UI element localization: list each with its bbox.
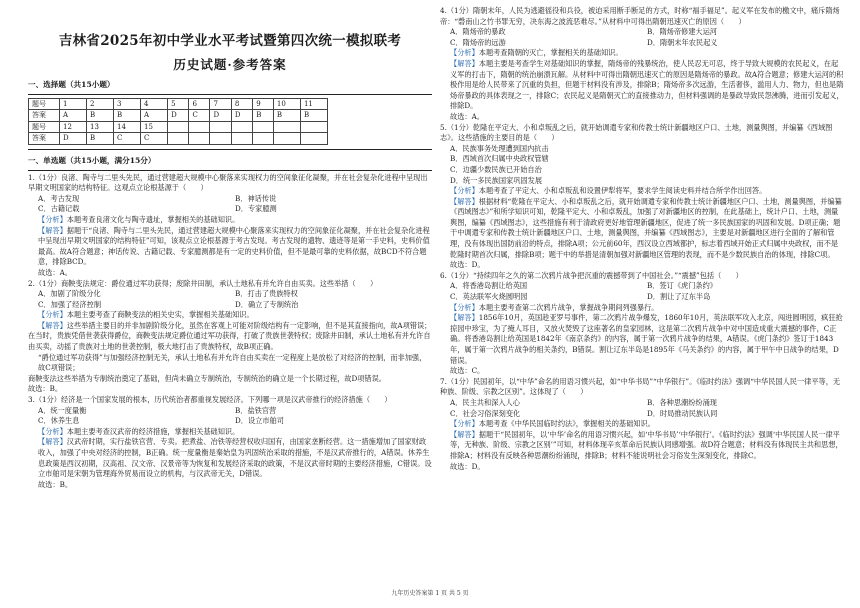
- answer-table-cell: 6: [189, 98, 210, 110]
- analysis: 【分析】本题考查了平定大、小和卓叛乱和设置伊犁将军，要求学生阅读史料并结合所学作出回答。: [450, 186, 767, 196]
- divider: [28, 94, 432, 95]
- document-title: 吉林省2025年初中学业水平考试暨第四次统一模拟联考: [58, 33, 402, 49]
- answer-table-cell: [189, 133, 210, 145]
- explanation: 【解答】根据材料“乾隆在平定大、小和卓叛乱之后，就开始调遣专家和传教士统计新疆地区户口、土地，测量舆图，并编纂《西域图志》”和所学知识可知，乾隆平定大、小和卓叛乱，加强了对新疆地区的控制，在此基础上，统计户口、土地，测量舆图，编纂《西域图志》，这些措施有利于清政府更好地管理新疆地区，促进了统一多民族国家的巩固和发展。D项正确；题干中调遣专家和传教士统计新疆地区户口、土地，测量舆图，并编纂《西域图志》，主要是对新疆地区进行全面的了解和管理，没有体现出国防前沿的特点，排除A项；公元前60年，西汉设立西域都护，标志着西域开始正式归属中央政权，而不是乾隆时期首次归属，排除B项；题干中的举措是清朝加强对新疆地区管理的表现，而不是少数民族自治的体现，排除C项。: [450, 196, 842, 259]
- answer-table-cell: 14: [114, 121, 141, 133]
- section-tag: 【解答】: [450, 58, 479, 68]
- explanation: 【解答】1856年10月，英国趁亚罗号事件，第二次鸦片战争爆发，1860年10月，英法联军攻入北京，闯进圆明园，疯狂抢掠园中珍宝，为了掩人耳目，又放火焚毁了这座著名的皇家园林，这是第二次鸦片战争中对中国造成重大震撼的事件，C正确。将香港岛割让给英国是1842年《南京条约》的内容，属于第一次鸦片战争的结果，A错误。《虎门条约》签订于1843年，属于第一次鸦片战争的相关条约，B错误。割让辽东半岛是1895年《马关条约》的内容，属于甲午中日战争的结果，D错误。: [450, 313, 843, 365]
- option-d: D．割让了辽东半岛: [647, 292, 711, 302]
- section-tag: 【分析】: [450, 186, 479, 196]
- option-c: C．边疆少数民族已开始自治: [450, 164, 542, 174]
- answer-table-cell: D: [60, 133, 87, 145]
- section-tag: 【解答】: [38, 437, 67, 447]
- answer-table-cell: 8: [231, 98, 252, 110]
- answer-table-cell: [210, 133, 231, 145]
- answer-line: 故选：A。: [450, 111, 484, 121]
- answer-table-cell: B: [300, 110, 327, 122]
- question-1: [28, 173, 432, 279]
- option-b: B．西域首次归属中央政权管辖: [450, 154, 549, 164]
- option-a: A．统一度量衡: [38, 405, 87, 415]
- question-5: [440, 123, 844, 271]
- answer-line: 故选：B。: [38, 479, 73, 489]
- answer-table-cell: 2: [87, 98, 114, 110]
- answer-table-cell: [168, 121, 189, 133]
- question-stem: 6.（1分）“持续四年之久的第二次鸦片战争把沉重的震撼带到了中国社会。”“震撼”包括（ ）: [440, 270, 743, 280]
- option-a: A．民族事务处理遭到国内抗击: [450, 143, 549, 153]
- answer-line: 故选：C。: [450, 366, 485, 376]
- divider: [28, 149, 432, 150]
- answer-table-cell: C: [141, 133, 168, 145]
- option-a: A．民主共和深入人心: [450, 397, 520, 407]
- answer-table-cell: [231, 121, 252, 133]
- answer-table-cell: 11: [300, 98, 327, 110]
- section-heading-single: 一、单选题（共15小题，满分15分）: [28, 155, 156, 165]
- answer-table-cell: [300, 121, 327, 133]
- answer-table-cell: [300, 133, 327, 145]
- question-2: [28, 279, 432, 396]
- answer-table-cell: 12: [60, 121, 87, 133]
- section-tag: 【分析】: [38, 214, 67, 224]
- section-tag: 【分析】: [450, 48, 479, 58]
- answer-table-cell: 9: [253, 98, 274, 110]
- answer-table-cell: 1: [60, 98, 87, 110]
- option-b: B．神话传说: [235, 193, 277, 203]
- analysis: 【分析】本题考查隋朝的灭亡，掌握相关的基础知识。: [450, 48, 623, 58]
- analysis: 【分析】本题主要考查了商鞅变法的相关史实，掌握相关基础知识。: [38, 310, 254, 320]
- divider: [28, 170, 432, 171]
- answer-line: 故选：B。: [28, 384, 63, 394]
- option-c: C．休养生息: [38, 416, 80, 426]
- answer-table-row: [29, 133, 328, 145]
- option-c: C．古籍记载: [38, 204, 80, 214]
- option-c: C．英法联军火烧圆明园: [450, 292, 528, 302]
- section-tag: 【分析】: [450, 419, 479, 429]
- question-7: [440, 377, 844, 472]
- answer-table-row-label: 答案: [29, 110, 60, 122]
- answer-table-row-label: 答案: [29, 133, 60, 145]
- answer-table-cell: [253, 121, 274, 133]
- answer-table-row-label: 题号: [29, 121, 60, 133]
- option-b: B．签订《虎门条约》: [647, 281, 717, 291]
- question-stem: 1.（1分）良渚、陶寺与二里头先民，通过营建超大规模中心聚落来实现权力的空间象征化凝聚，并在社会复杂化进程中呈现出早期文明国家的结构特征。这观点立论根基源于（ ）: [28, 172, 428, 193]
- analysis: 【分析】本题主要考查第二次鸦片战争，掌握战争期间列强暴行。: [450, 302, 659, 312]
- answer-table-cell: C: [114, 133, 141, 145]
- option-d: D．专家臆测: [235, 204, 277, 214]
- document-subtitle: 历史试题·参考答案: [173, 57, 287, 72]
- option-d: D．确立了专制统治: [235, 299, 299, 309]
- answer-line: 故选：D。: [450, 461, 485, 471]
- answer-table-cell: 13: [87, 121, 114, 133]
- answer-table-cell: [168, 133, 189, 145]
- option-d: D．设立市舶司: [235, 416, 284, 426]
- option-c: C．隋炀帝的远游: [450, 37, 506, 47]
- answer-line: 故选：D。: [450, 260, 485, 270]
- answer-table-cell: A: [141, 110, 168, 122]
- analysis: 【分析】本题考查《中华民国临时约法》，掌握相关的基础知识。: [450, 419, 655, 429]
- explanation: 【解答】据题干“民国初年，以‘中华’命名的用语习惯兴起，如‘中华书局’‘中华银行’。《临时约法》强调‘中华民国人民一律平等，无种族、阶级、宗教之区别’”可知，材料体现辛亥革命后民族认同感增强。故D符合题意；材料没有体现民主共和思想，排除A；材料没有反映各种思潮纷纷涌现，排除B；材料不能说明社会习俗发生深刻变化，排除C。: [450, 429, 843, 460]
- section-tag: 【分析】: [38, 310, 67, 320]
- explanation: “爵位通过军功获得”与加强经济控制无关，承认土地私有并允许自由买卖在一定程度上是放松了对经济的控制，而非加强，故C项错误；: [38, 352, 427, 373]
- option-b: B．隋炀帝修建大运河: [647, 27, 717, 37]
- page-footer: 九年历史答案第 1 页 共 5 页: [391, 590, 469, 597]
- right-column: [440, 6, 844, 472]
- explanation: 【解答】本题主要是考查学生对基础知识的掌握，隋炀帝的残暴统治，使人民忍无可忍，终于导致大规模的农民起义，在起义军的打击下，隋朝的统治崩溃瓦解。从材料中可得出隋朝迅速灭亡的原因是隋炀帝的暴政。故A符合题意；修建大运河的积极作用是给人民带来了沉重的负担，但题干材料没有涉及，排除B；隋炀帝多次远游，生活奢侈，滥用人力、物力，但也是隋炀帝暴政的具体表现之一，排除C；农民起义是隋朝灭亡的直接推动力，但材料强调的是暴政导致民怨沸腾，进而引发起义，排除D。: [450, 58, 844, 111]
- section-heading-choice: 一、选择题（共15小题）: [28, 80, 115, 89]
- analysis: 【分析】本题主要考查汉武帝的经济措施，掌握相关基础知识。: [38, 426, 240, 436]
- option-a: A．考古发现: [38, 193, 80, 203]
- section-tag: 【分析】: [450, 302, 479, 312]
- question-stem: 5.（1分）乾隆在平定大、小和卓叛乱之后，就开始调遣专家和传教士统计新疆地区户口、土地，测量舆图，并编纂《西域图志》。这些措施的主要目的是（ ）: [440, 122, 833, 143]
- answer-table-cell: 10: [273, 98, 300, 110]
- option-a: A．将香港岛割让给英国: [450, 281, 528, 291]
- answer-table-cell: [253, 133, 274, 145]
- answer-table-cell: B: [114, 110, 141, 122]
- answer-table-cell: 15: [141, 121, 168, 133]
- left-column: [28, 6, 432, 490]
- answer-table-cell: D: [231, 110, 252, 122]
- answer-table-cell: B: [87, 110, 114, 122]
- answer-table-cell: [231, 133, 252, 145]
- answer-table-cell: [189, 121, 210, 133]
- section-tag: 【解答】: [38, 225, 67, 235]
- section-tag: 【解答】: [450, 429, 479, 439]
- answer-table-row: [29, 98, 328, 110]
- explanation: 【解答】据题干“良渚、陶寺与二里头先民，通过营建超大规模中心聚落来实现权力的空间象征化凝聚，并在社会复杂化进程中呈现出早期文明国家的结构特征”可知，该观点立论根基源于考古发现。考古发现的遗物、遗迹等是第一手史料，史料价值最高。故A符合题意；神话传说、古籍记载、专家臆测都是有一定的史料价值，但不是最可靠的史料依据，故BCD不符合题意，排除BCD。: [38, 225, 430, 267]
- section-tag: 【解答】: [38, 320, 67, 330]
- question-stem: 3.（1分）经济是一个国家发展的根本，历代统治者都重视发展经济。下列哪一项是汉武帝推行的经济措施（ ）: [28, 395, 392, 405]
- question-stem: 7.（1分）民国初年，以“中华”命名的用语习惯兴起，如“中华书局”“中华银行”。《临时约法》强调“中华民国人民一律平等，无种族、阶级、宗教之区别”。这体现了（ ）: [440, 376, 841, 397]
- answer-table-cell: [273, 121, 300, 133]
- option-c: C．加强了经济控制: [38, 299, 102, 309]
- option-d: D．统一多民族国家巩固发展: [450, 175, 543, 185]
- answer-table-cell: [273, 133, 300, 145]
- answer-table-cell: 5: [168, 98, 189, 110]
- option-b: B．盐铁官营: [235, 405, 277, 415]
- answer-table-cell: B: [273, 110, 300, 122]
- answer-table-cell: 4: [141, 98, 168, 110]
- answer-table-row-label: 题号: [29, 98, 60, 110]
- option-b: B．各种思潮纷纷涌现: [647, 397, 717, 407]
- question-stem: 2.（1分）商鞅变法规定：爵位通过军功获得；废除井田制，承认土地私有并允许自由买卖。这些举措（ ）: [28, 278, 378, 288]
- answer-table-cell: D: [210, 110, 231, 122]
- question-stem: 4.（1分）隋朝末年，人民为逃避徭役和兵役，被迫采用断手断足的方式，时称“福手福足”。起义军在发布的檄文中，痛斥隋炀帝：“磬南山之竹书罪无穷，决东海之波流恶难尽。”从材料中可得出隋朝迅速灭亡的原因（ ）: [440, 6, 840, 26]
- section-tag: 【解答】: [450, 196, 479, 206]
- answer-table-cell: C: [189, 110, 210, 122]
- answer-table-cell: A: [60, 110, 87, 122]
- answer-table: [28, 98, 328, 145]
- option-c: C．社会习俗深刻变化: [450, 408, 521, 418]
- option-a: A．加剧了阶级分化: [38, 289, 101, 299]
- option-d: D．隋朝末年农民起义: [647, 37, 718, 47]
- answer-table-cell: 7: [210, 98, 231, 110]
- analysis: 【分析】本题考查良渚文化与陶寺遗址，掌握相关的基础知识。: [38, 214, 240, 224]
- option-d: D．时局推动民族认同: [647, 408, 718, 418]
- section-tag: 【解答】: [450, 313, 479, 323]
- option-a: A．隋炀帝的暴政: [450, 27, 506, 37]
- answer-table-row: [29, 110, 328, 122]
- question-3: [28, 395, 432, 490]
- answer-table-cell: B: [87, 133, 114, 145]
- answer-table-cell: [210, 121, 231, 133]
- explanation: 商鞅变法这些举措为专制统治奠定了基础，但尚未确立专制统治，专制统治的确立是一个长期过程，故D项错误。: [28, 373, 386, 383]
- answer-table-cell: B: [253, 110, 274, 122]
- section-tag: 【分析】: [38, 426, 67, 436]
- answer-table-cell: D: [168, 110, 189, 122]
- option-b: B．打击了贵族特权: [235, 289, 298, 299]
- explanation: 在当时，贵族凭借世袭获得爵位，商鞅变法规定爵位通过军功获得，打破了贵族世袭特权；废除井田制，承认土地私有并允许自由买卖，动摇了贵族对土地的世袭控制，极大地打击了贵族特权，故B项正确。: [28, 331, 431, 352]
- answer-table-row: [29, 121, 328, 133]
- explanation: 【解答】汉武帝时期，实行盐铁官营、专卖。把煮盐、冶铁等经营权收归国有，由国家垄断经营。这一措施增加了国家财政收入，加强了中央对经济的控制，B正确。统一度量衡是秦始皇为巩固统治采取的措施，不是汉武帝推行的，A错误。休养生息政策是西汉初期，汉高祖、汉文帝、汉景帝等为恢复和发展经济采取的政策，不是汉武帝时期的主要经济措施，C错误。设立市舶司是宋朝为管理海外贸易而设立的机构，与汉武帝无关，D错误。: [38, 437, 432, 479]
- question-6: [440, 271, 844, 377]
- explanation: 【解答】这些举措主要目的并非加剧阶级分化，虽然在客观上可能对阶级结构有一定影响，但不是其直接指向，故A项错误；: [38, 320, 432, 330]
- question-4: [440, 6, 844, 123]
- answer-line: 故选：A。: [38, 267, 72, 277]
- answer-table-cell: 3: [114, 98, 141, 110]
